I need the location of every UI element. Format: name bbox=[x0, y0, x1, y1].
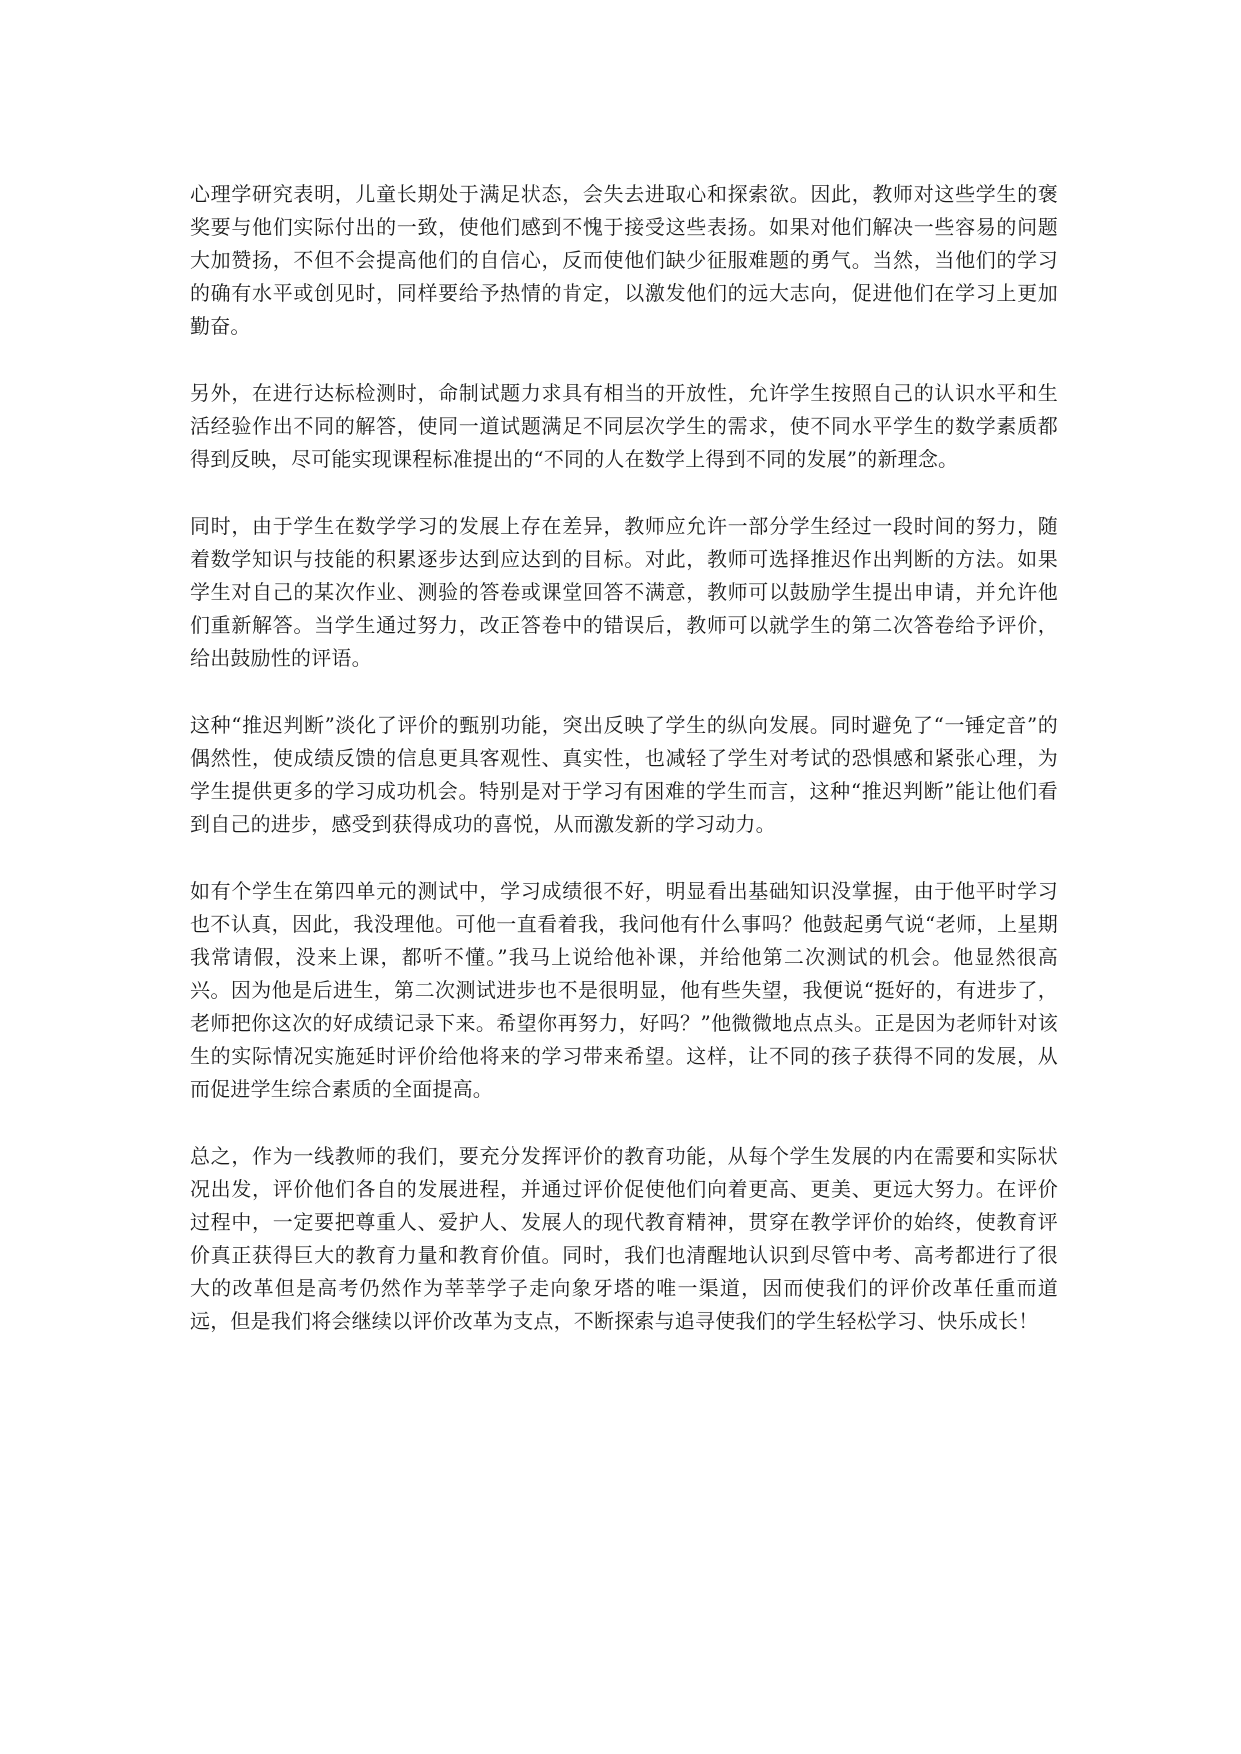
paragraph-6: 总之，作为一线教师的我们，要充分发挥评价的教育功能，从每个学生发展的内在需要和实际状况出发，评价他们各自的发展进程，并通过评价促使他们向着更高、更美、更远大努力。在评价过程中，一定要把尊重人、爱护人、发展人的现代教育精神，贯穿在教学评价的始终，使教育评价真正获得巨大的教育力量和教育价值。同时，我们也清醒地认识到尽管中考、高考都进行了很大的改革但是高考仍然作为莘莘学子走向象牙塔的唯一渠道，因而使我们的评价改革任重而道远，但是我们将会继续以评价改革为支点，不断探索与追寻使我们的学生轻松学习、快乐成长！ bbox=[190, 1144, 1058, 1333]
document-body bbox=[190, 178, 1058, 1338]
paragraph-5: 如有个学生在第四单元的测试中，学习成绩很不好，明显看出基础知识没掌握，由于他平时学习也不认真，因此，我没理他。可他一直看着我，我问他有什么事吗？他鼓起勇气说“老师，上星期我常请假，没来上课，都听不懂。”我马上说给他补课，并给他第二次测试的机会。他显然很高兴。因为他是后进生，第二次测试进步也不是很明显，他有些失望，我便说“挺好的，有进步了，老师把你这次的好成绩记录下来。希望你再努力，好吗？”他微微地点点头。正是因为老师针对该生的实际情况实施延时评价给他将来的学习带来希望。这样，让不同的孩子获得不同的发展，从而促进学生综合素质的全面提高。 bbox=[190, 879, 1058, 1101]
paragraph-2: 另外，在进行达标检测时，命制试题力求具有相当的开放性，允许学生按照自己的认识水平和生活经验作出不同的解答，使同一道试题满足不同层次学生的需求，使不同水平学生的数学素质都得到反映，尽可能实现课程标准提出的“不同的人在数学上得到不同的发展”的新理念。 bbox=[190, 381, 1058, 471]
paragraph-3: 同时，由于学生在数学学习的发展上存在差异，教师应允许一部分学生经过一段时间的努力，随着数学知识与技能的积累逐步达到应达到的目标。对此，教师可选择推迟作出判断的方法。如果学生对自己的某次作业、测验的答卷或课堂回答不满意，教师可以鼓励学生提出申请，并允许他们重新解答。当学生通过努力，改正答卷中的错误后，教师可以就学生的第二次答卷给予评价，给出鼓励性的评语。 bbox=[190, 514, 1058, 670]
paragraph-1: 心理学研究表明，儿童长期处于满足状态，会失去进取心和探索欲。因此，教师对这些学生的褒奖要与他们实际付出的一致，使他们感到不愧于接受这些表扬。如果对他们解决一些容易的问题大加赞扬，不但不会提高他们的自信心，反而使他们缺少征服难题的勇气。当然，当他们的学习的确有水平或创见时，同样要给予热情的肯定，以激发他们的远大志向，促进他们在学习上更加勤奋。 bbox=[190, 182, 1058, 338]
paragraph-4: 这种“推迟判断”淡化了评价的甄别功能，突出反映了学生的纵向发展。同时避免了“一锤定音”的偶然性，使成绩反馈的信息更具客观性、真实性，也减轻了学生对考试的恐惧感和紧张心理，为学生提供更多的学习成功机会。特别是对于学习有困难的学生而言，这种“推迟判断”能让他们看到自己的进步，感受到获得成功的喜悦，从而激发新的学习动力。 bbox=[190, 713, 1058, 836]
